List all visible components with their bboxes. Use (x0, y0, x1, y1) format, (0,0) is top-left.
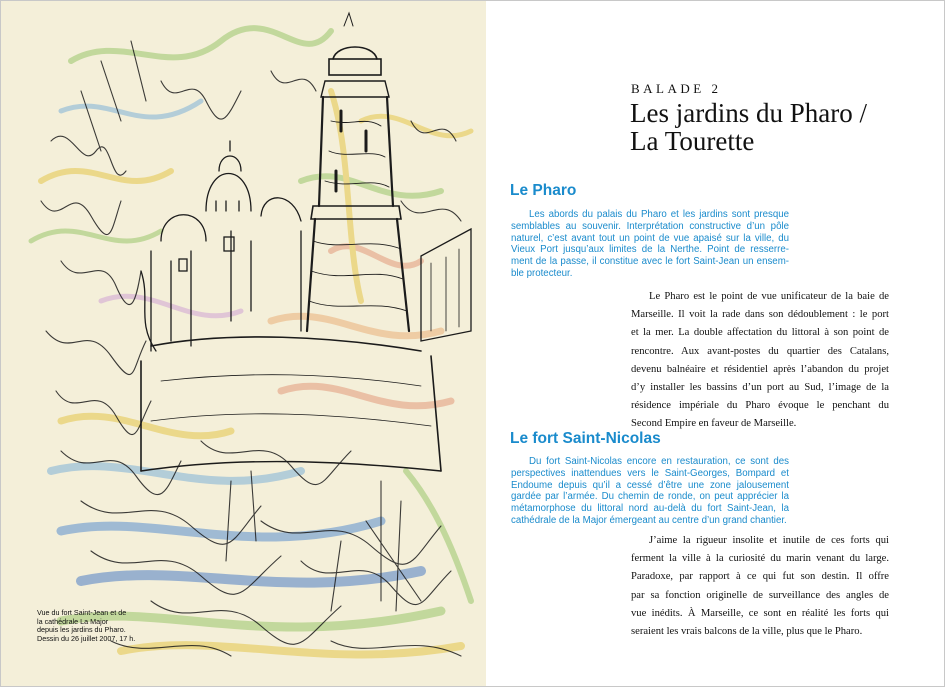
intro-line: Du fort Saint-Nicolas encore en restauration, ce sont des (529, 456, 789, 467)
body-line: vue inédits. À Marseille, ce sont en réalité les forts qui (631, 607, 889, 619)
body-line: seraient les vrais balcons de la ville, plus que le Pharo. (631, 626, 863, 638)
intro-line: semblables au souvenir. Interprétation constructive d’un pôle (511, 220, 789, 232)
intro-line: ment de la passe, il constitue avec le fort Saint-Jean un ensem- (511, 256, 789, 268)
intro-line: naturel, c’est avant tout un point de vue apaisé sur la ville, du (511, 232, 789, 244)
intro-line: Vieux Port jusqu’aux limites de la Nerthe. Point de resserre- (511, 244, 789, 256)
chapter-title (630, 99, 867, 155)
body-line: ferment la ville à la curiosité du marin venant du large. (631, 553, 889, 565)
body-line: J’aime la rigueur insolite et inutile de ces forts qui (649, 535, 889, 546)
lighthouse-sketch-drawing (1, 1, 486, 686)
chapter-kicker: BALADE 2 (631, 81, 722, 96)
body-line: Marseille. Il voit la rade dans son dédoublement : le port (631, 309, 889, 321)
section-intro-fort-saint-nicolas (511, 456, 789, 527)
caption-line: la cathédrale La Major (37, 616, 109, 626)
section-body-le-pharo (631, 288, 889, 434)
body-line: devenu balnéaire et résidentiel après l’abandon du projet (631, 363, 889, 375)
body-line: d’y installer les bassins d’un port au Sud, l’image de la (631, 382, 889, 394)
intro-line: métamorphose du littoral nord au-delà du fort Saint-Jean, la (511, 503, 789, 515)
right-page (486, 1, 944, 686)
title-line: Les jardins du Pharo / (630, 98, 867, 128)
intro-line: cathédrale de la Major émergeant au centre d’un grand chantier. (511, 514, 787, 526)
section-heading-le-pharo: Le Pharo (510, 182, 577, 199)
caption-line: Dessin du 26 juillet 2007, 17 h. (37, 633, 136, 643)
section-heading-fort-saint-nicolas: Le fort Saint-Nicolas (510, 430, 661, 447)
caption-line: Vue du fort Saint-Jean et de (37, 608, 127, 617)
caption-line: depuis les jardins du Pharo. (37, 625, 126, 635)
section-body-fort-saint-nicolas (631, 532, 889, 641)
title-line: La Tourette (630, 126, 755, 156)
body-line: Le Pharo est le point de vue unificateur de la baie de (649, 291, 889, 302)
intro-line: Les abords du palais du Pharo et les jardins sont presque (529, 209, 789, 220)
body-line: par sa fonction originelle de surveillance des angles de (631, 589, 889, 601)
left-page (1, 1, 486, 686)
body-line: rencontre. Aux avant-postes du quartier des Catalans, (631, 345, 889, 357)
drawing-caption (37, 609, 137, 643)
intro-line: Endoume depuis qu’il a cessé d’être une zone jalousement (511, 479, 789, 491)
intro-line: ble protecteur. (511, 267, 573, 279)
intro-line: perspectives inattendues vers le Saint-Georges, Bompard et (511, 467, 789, 479)
body-line: Paradoxe, par rapport à ce qui fut son destin. Il offre (631, 571, 889, 583)
body-line: Second Empire en faveur de Marseille. (631, 418, 797, 430)
body-line: résidence impériale du Pharo évoque le penchant du (631, 400, 889, 412)
section-intro-le-pharo (511, 209, 789, 280)
intro-line: gardée par l’armée. Du chemin de ronde, on peut apprécier la (511, 491, 789, 503)
body-line: et la mer. La double affectation du littoral à son point de (631, 327, 889, 339)
